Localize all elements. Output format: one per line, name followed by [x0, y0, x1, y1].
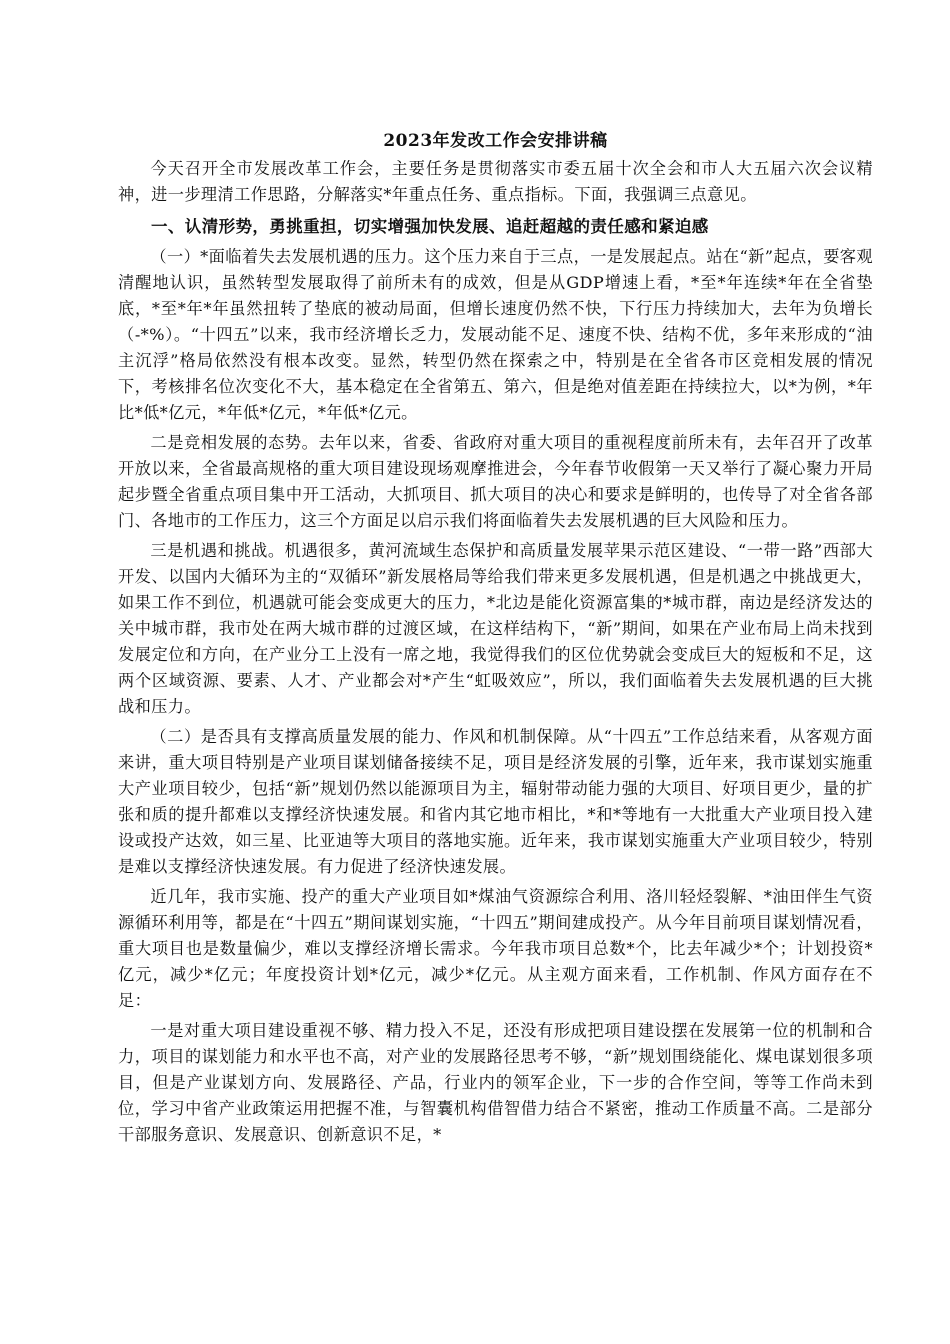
- document-title: 2023年发改工作会安排讲稿: [383, 131, 608, 151]
- body-paragraph: （二）是否具有支撑高质量发展的能力、作风和机制保障。从“十四五”工作总结来看，从客观方面来讲，重大项目特别是产业项目谋划储备接续不足，项目是经济发展的引擎，近年来，我市谋划实施重大产业项目较少，包括“新”规划仍然以能源项目为主，辐射带动能力强的大项目、好项目更少，量的扩张和质的提升都难以支撑经济快速发展。和省内其它地市相比，*和*等地有一大批重大产业项目投入建设或投产达效，如三星、比亚迪等大项目的落地实施。近年来，我市谋划实施重大产业项目较少，特别是难以支撑经济快速发展。有力促进了经济快速发展。: [118, 727, 873, 876]
- body-paragraph: （一）*面临着失去发展机遇的压力。这个压力来自于三点，一是发展起点。站在“新”起点，要客观清醒地认识，虽然转型发展取得了前所未有的成效，但是从GDP增速上看，*至*年连续*年在全省垫底，*至*年*年虽然扭转了垫底的被动局面，但增长速度仍然不快，下行压力持续加大，去年为负增长（-*%）。“十四五”以来，我市经济增长乏力，发展动能不足、速度不快、结构不优，多年来形成的“油主沉浮”格局依然没有根本改变。显然，转型仍然在探索之中，特别是在全省各市区竞相发展的情况下，考核排名位次变化不大，基本稳定在全省第五、第六，但是绝对值差距在持续拉大，以*为例，*年比*低*亿元，*年低*亿元，*年低*亿元。: [118, 247, 873, 422]
- body-paragraph: 一是对重大项目建设重视不够、精力投入不足，还没有形成把项目建设摆在发展第一位的机制和合力，项目的谋划能力和水平也不高，对产业的发展路径思考不够，“新”规划围绕能化、煤电谋划很多项目，但是产业谋划方向、发展路径、产品，行业内的领军企业，下一步的合作空间，等等工作尚未到位，学习中省产业政策运用把握不准，与智囊机构借智借力结合不紧密，推动工作质量不高。二是部分干部服务意识、发展意识、创新意识不足，*: [118, 1021, 873, 1144]
- intro-paragraph: 今天召开全市发展改革工作会，主要任务是贯彻落实市委五届十次全会和市人大五届六次会议精神，进一步理清工作思路，分解落实*年重点任务、重点指标。下面，我强调三点意见。: [118, 159, 873, 204]
- body-paragraph: 二是竞相发展的态势。去年以来，省委、省政府对重大项目的重视程度前所未有，去年召开了改革开放以来，全省最高规格的重大项目建设现场观摩推进会，今年春节收假第一天又举行了凝心聚力开局起步暨全省重点项目集中开工活动，大抓项目、抓大项目的决心和要求是鲜明的，也传导了对全省各部门、各地市的工作压力，这三个方面足以启示我们将面临着失去发展机遇的巨大风险和压力。: [118, 433, 873, 530]
- body-paragraph: 三是机遇和挑战。机遇很多，黄河流域生态保护和高质量发展苹果示范区建设、“一带一路”西部大开发、以国内大循环为主的“双循环”新发展格局等给我们带来更多发展机遇，但是机遇之中挑战更大，如果工作不到位，机遇就可能会变成更大的压力，*北边是能化资源富集的*城市群，南边是经济发达的关中城市群，我市处在两大城市群的过渡区域，在这样结构下，“新”期间，如果在产业布局上尚未找到发展定位和方向，在产业分工上没有一席之地，我觉得我们的区位优势就会变成巨大的短板和不足，这两个区域资源、要素、人才、产业都会对*产生“虹吸效应”，所以，我们面临着失去发展机遇的巨大挑战和压力。: [118, 541, 873, 716]
- body-paragraph: 近几年，我市实施、投产的重大产业项目如*煤油气资源综合利用、洛川轻烃裂解、*油田伴生气资源循环利用等，都是在“十四五”期间谋划实施，“十四五”期间建成投产。从今年目前项目谋划情况看，重大项目也是数量偏少，难以支撑经济增长需求。今年我市项目总数*个，比去年减少*个；计划投资*亿元，减少*亿元；年度投资计划*亿元，减少*亿元。从主观方面来看，工作机制、作风方面存在不足：: [118, 887, 873, 1010]
- section-heading-1: 一、认清形势，勇挑重担，切实增强加快发展、追赶超越的责任感和紧迫感: [151, 217, 709, 236]
- document-page: [118, 128, 873, 1152]
